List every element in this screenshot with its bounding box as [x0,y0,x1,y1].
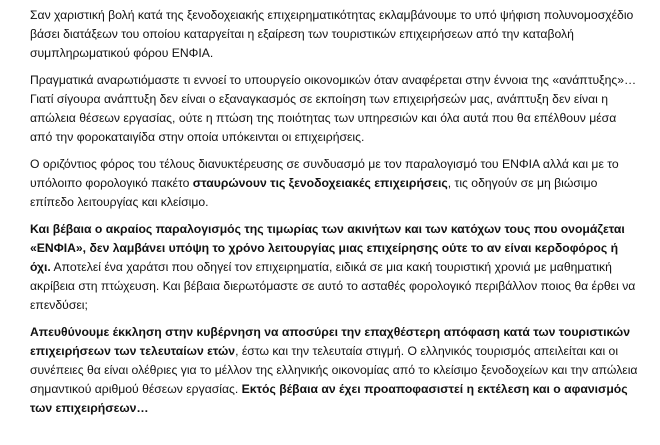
paragraph-2-text: Πραγματικά αναρωτιόμαστε τι εννοεί το υπουργείο οικονομικών όταν αναφέρεται στην έννοια της «ανάπτυξης»… Γιατί σίγουρα ανάπτυξη δεν είναι ο εξαναγκασμός σε εκποίηση των επιχειρήσεών μας, ανάπτυξη δεν είναι η απώλεια θέσεων εργασίας, ούτε η πτώση της ποιότητας των υπηρεσιών και όλα αυτά που θα επέλθουν μέσα από την φοροκαταιγίδα στην οποία υπόκεινται οι επιχειρήσεις. [30,73,637,144]
paragraph-5 [30,323,638,418]
paragraph-3-emphasis: σταυρώνουν τις ξενοδοχειακές επιχειρήσεις [192,176,448,190]
paragraph-1-text: Σαν χαριστική βολή κατά της ξενοδοχειακής επιχειρηματικότητας εκλαμβάνουμε το υπό ψήφιση πολυνομοσχέδιο βάσει διατάξεων του οποίου καταργείται η εξαίρεση των τουριστικών επιχειρήσεων από την καταβολή συμπληρωματικού φόρου ΕΝΦΙΑ. [30,8,634,60]
paragraph-4-emphasis: Και βέβαια ο ακραίος παραλογισμός της τιμωρίας των ακινήτων και των κατόχων τους που ονομάζεται «ΕΝΦΙΑ», δεν λαμβάνει υπόψη το χρόνο λειτουργίας μιας επιχείρησης ούτε το αν είναι κερδοφόρος ή όχι. [30,222,625,274]
paragraph-3-text-start: Ο οριζόντιος φόρος του τέλους διανυκτέρευσης σε συνδυασμό με τον παραλογισμό του ΕΝΦΙΑ αλλά και με το υπόλοιπο φορολογικό πακέτο [30,157,619,190]
paragraph-5-emphasis-end: Εκτός βέβαια αν έχει προαποφασιστεί η εκτέλεση και ο αφανισμός των επιχειρήσεων… [30,382,628,415]
paragraph-3 [30,155,638,212]
paragraph-5-text: , έστω και την τελευταία στιγμή. Ο ελληνικός τουρισμός απειλείται και οι συνέπειες θα είναι ολέθριες για το μέλλον της ελληνικής οικονομίας από το κλείσιμο ξενοδοχείων και την απώλεια σημαντικού αριθμού θέσεων εργασίας. [30,344,638,396]
paragraph-2 [30,71,638,147]
paragraph-4-text: Αποτελεί ένα χαράτσι που οδηγεί τον επιχειρηματία, ειδικά σε μια κακή τουριστική χρονιά με μαθηματική ακρίβεια στη πτώχευση. Και βέβαια διερωτόμαστε σε αυτό το ασταθές φορολογικό περιβάλλον ποιος θα έρθει να επενδύσει; [30,260,636,312]
paragraph-5-emphasis-start: Απευθύνουμε έκκληση στην κυβέρνηση να αποσύρει την επαχθέστερη απόφαση κατά των τουριστικών επιχειρήσεων των τελευταίων ετών [30,325,630,358]
document-body [30,6,638,426]
paragraph-4 [30,220,638,315]
paragraph-3-text-end: , τις οδηγούν σε μη βιώσιμο επίπεδο λειτουργίας και κλείσιμο. [30,176,598,209]
paragraph-1 [30,6,638,63]
